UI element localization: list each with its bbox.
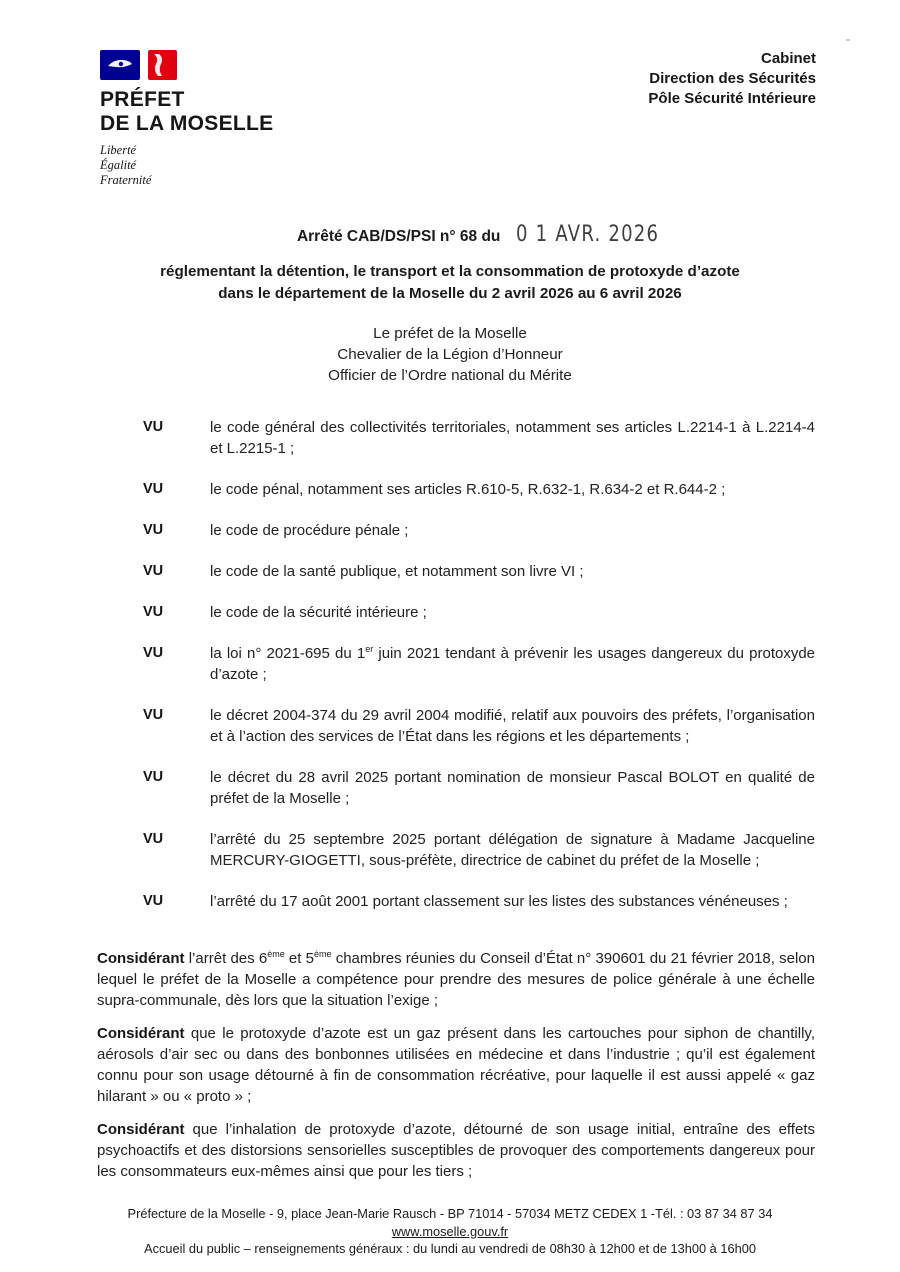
vu-text: le code général des collectivités territoriales, notamment ses articles L.2214-1 à L.2214-4 et L.2215-1 ;: [210, 419, 815, 457]
flag-red-icon: [148, 50, 177, 80]
vu-label: VU: [143, 893, 164, 909]
motto-liberte: Liberté: [100, 143, 137, 157]
french-flag-icon: [100, 50, 273, 80]
vu-text: le code de la santé publique, et notamment son livre VI ;: [210, 563, 584, 580]
logo-title-line2: DE LA MOSELLE: [100, 112, 274, 135]
issuing-service-block: [648, 49, 816, 109]
scan-artifact: [846, 39, 850, 41]
logo-title-line1: PRÉFET: [100, 88, 185, 111]
vu-label: VU: [143, 831, 164, 847]
date-stamp: 0 1 AVR. 2026: [516, 222, 660, 247]
arrete-subject: [0, 261, 900, 304]
motto-fraternite: Fraternité: [100, 173, 152, 187]
vu-label: VU: [143, 481, 164, 497]
vu-label: VU: [143, 645, 164, 661]
vu-text: l’arrêté du 17 août 2001 portant classement sur les listes des substances vénéneuses ;: [210, 893, 788, 910]
authority-line-2: Chevalier de la Légion d’Honneur: [337, 346, 563, 363]
page-footer: [0, 1205, 900, 1258]
vu-item: [143, 479, 815, 500]
considerant-paragraph: Considérant que le protoxyde d’azote est un gaz présent dans les cartouches pour siphon de chantilly, aérosols d’air sec ou dans des bonbonnes utilisées en médecine et dans l’industrie ; qu’il est également connu pour son usage détourné à fin de consommation récréative, pour laquelle il est aussi appelé « gaz hilarant » ou « proto » ;: [97, 1025, 815, 1105]
republic-motto: [100, 143, 273, 188]
footer-website-link[interactable]: www.moselle.gouv.fr: [391, 1223, 509, 1239]
considerant-paragraph: Considérant que l’inhalation de protoxyde d’azote, détourné de son usage initial, entraîne des effets psychoactifs et des distorsions sensorielles susceptibles de provoquer des comportements dangereux pour les consommateurs eux-mêmes ainsi que pour les tiers ;: [97, 1121, 815, 1180]
vu-item: [143, 602, 815, 623]
authority-line-3: Officier de l’Ordre national du Mérite: [328, 367, 572, 384]
service-cabinet: Cabinet: [760, 50, 816, 67]
vu-item: [143, 520, 815, 541]
vu-text: le code pénal, notamment ses articles R.610-5, R.632-1, R.634-2 et R.644-2 ;: [210, 481, 726, 498]
arrete-title-row: [88, 222, 900, 247]
flag-blue-icon: [100, 50, 140, 80]
considerant-paragraph: Considérant l’arrêt des 6ème et 5ème chambres réunies du Conseil d’État n° 390601 du 21 février 2018, selon lequel le préfet de la Moselle a compétence pour prendre des mesures de police générale à une échelle supra-communale, dès lors que la situation l’exige ;: [97, 949, 815, 1009]
vu-text: le code de la sécurité intérieure ;: [210, 604, 427, 621]
vu-item: [143, 561, 815, 582]
subject-line-1: réglementant la détention, le transport et la consommation de protoxyde d’azote: [160, 263, 740, 280]
arrete-number: Arrêté CAB/DS/PSI n° 68 du: [296, 228, 501, 245]
footer-opening-hours: Accueil du public – renseignements généraux : du lundi au vendredi de 08h30 à 12h00 et de 13h00 à 16h00: [144, 1241, 756, 1256]
vu-text: la loi n° 2021-695 du 1er juin 2021 tendant à prévenir les usages dangereux du protoxyde d’azote ;: [210, 644, 816, 683]
considerants-section: [97, 948, 815, 1194]
vu-item: [143, 643, 815, 685]
subject-line-2: dans le département de la Moselle du 2 avril 2026 au 6 avril 2026: [218, 284, 682, 302]
vu-text: le décret du 28 avril 2025 portant nomination de monsieur Pascal BOLOT en qualité de préfet de la Moselle ;: [210, 769, 815, 807]
vu-item: [143, 891, 815, 912]
vu-item: [143, 417, 815, 459]
vu-list: [143, 417, 815, 932]
vu-text: le code de procédure pénale ;: [210, 522, 409, 539]
vu-label: VU: [143, 563, 164, 579]
vu-item: [143, 767, 815, 809]
vu-label: VU: [143, 707, 164, 723]
vu-label: VU: [143, 522, 164, 538]
service-pole: Pôle Sécurité Intérieure: [648, 90, 816, 107]
footer-address: Préfecture de la Moselle - 9, place Jean-Marie Rausch - BP 71014 - 57034 METZ CEDEX 1 -Tél. : 03 87 34 87 34: [127, 1206, 773, 1221]
vu-label: VU: [143, 769, 164, 785]
service-direction: Direction des Sécurités: [649, 70, 816, 87]
motto-egalite: Égalité: [100, 158, 137, 172]
vu-item: [143, 705, 815, 747]
vu-item: [143, 829, 815, 871]
vu-label: VU: [143, 419, 164, 435]
authority-line-1: Le préfet de la Moselle: [373, 325, 527, 342]
vu-text: le décret 2004-374 du 29 avril 2004 modifié, relatif aux pouvoirs des préfets, l’organisation et à l’action des services de l’État dans les régions et les départements ;: [210, 707, 815, 745]
prefecture-logo: [100, 50, 273, 188]
authority-block: [0, 323, 900, 386]
vu-label: VU: [143, 604, 164, 620]
vu-text: l’arrêté du 25 septembre 2025 portant délégation de signature à Madame Jacqueline MERCURY-GIOGETTI, sous-préfète, directrice de cabinet du préfet de la Moselle ;: [210, 831, 815, 869]
